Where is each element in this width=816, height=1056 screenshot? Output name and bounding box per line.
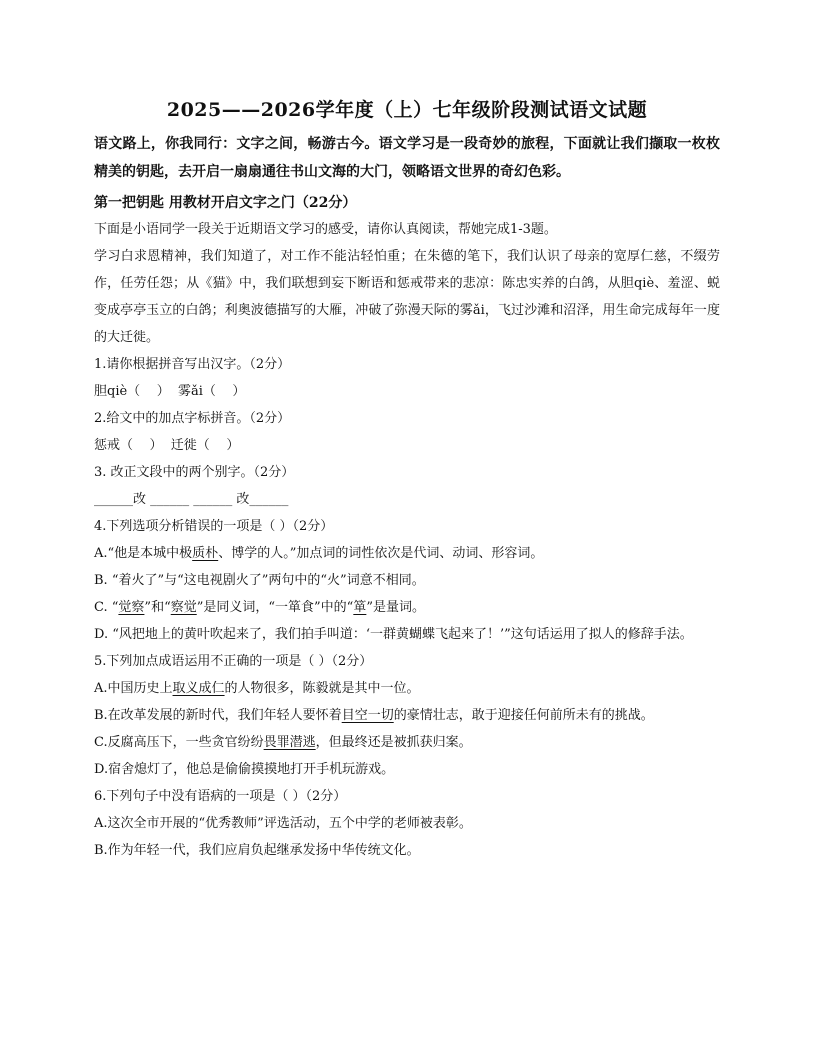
question-5-option-d: D.宿舍熄灯了，他总是偷偷摸摸地打开手机玩游戏。 (94, 762, 395, 777)
question-5-option-c (94, 729, 720, 756)
dotted-word: 箪 (353, 600, 367, 615)
dotted-word: 觉察 (118, 600, 145, 615)
question-3-answer-line: ______改 ______ ______ 改______ (94, 492, 289, 507)
dotted-idiom: 畏罪潜逃 (263, 735, 316, 750)
question-4-option-b: B. “着火了”与“这电视剧火了”两句中的“火”词意不相同。 (94, 573, 425, 588)
option-text: A.“他是本城中极 (94, 546, 193, 561)
reading-passage: 学习白求恩精神，我们知道了，对工作不能沾轻怕重；在朱德的笔下，我们认识了母亲的宽厚仁慈，不缀劳作，任劳任怨；从《猫》中，我们联想到妄下断语和惩戒带来的悲凉：陈忠实养的白鸽，从胆qiè、羞涩、蜕变成亭亭玉立的白鸽；利奥波德描写的大雁，冲破了弥漫天际的雾ǎi，飞过沙滩和沼泽，用生命完成每年一度的大迁徙。 (94, 249, 720, 345)
option-text: ，但最终还是被抓获归案。 (315, 735, 472, 750)
question-5-option-a (94, 675, 720, 702)
option-text: C.反腐高压下，一些贪官纷纷 (94, 735, 264, 750)
question-4-stem: 4.下列选项分析错误的一项是（ ）（2分） (94, 519, 334, 534)
question-1-answer-line: 胆qiè（ ） 雾ǎi（ ） (94, 384, 246, 399)
question-4-option-a (94, 540, 720, 567)
question-6-option-b: B.作为年轻一代，我们应肩负起继承发扬中华传统文化。 (94, 843, 420, 858)
option-text: 的豪情壮志，敢于迎接任何前所未有的挑战。 (393, 708, 654, 723)
question-2-stem: 2.给文中的加点字标拼音。（2分） (94, 411, 291, 426)
dotted-word: 质朴 (192, 546, 219, 561)
question-4-option-c (94, 594, 720, 621)
dotted-idiom: 目空一切 (341, 708, 394, 723)
question-5-option-b (94, 702, 720, 729)
section-heading: 第一把钥匙 用教材开启文字之门（22分） (94, 195, 357, 211)
reading-instruction: 下面是小语同学一段关于近期语文学习的感受，请你认真阅读，帮她完成1-3题。 (94, 222, 557, 237)
question-6-option-a: A.这次全市开展的“优秀教师”评选活动，五个中学的老师被表彰。 (94, 816, 472, 831)
intro-paragraph: 语文路上，你我同行：文字之间，畅游古今。语文学习是一段奇妙的旅程，下面就让我们撷取一枚枚精美的钥匙，去开启一扇扇通往书山文海的大门，领略语文世界的奇幻色彩。 (94, 136, 720, 180)
option-text: A.中国历史上 (94, 681, 173, 696)
option-text: 、博学的人。”加点词的词性依次是代词、动词、形容词。 (218, 546, 544, 561)
question-5-stem: 5.下列加点成语运用不正确的一项是（ ）（2分） (94, 654, 373, 669)
dotted-word: 察觉 (170, 600, 197, 615)
exam-page (94, 96, 720, 864)
question-2-answer-line: 惩戒（ ） 迁徙（ ） (94, 438, 240, 453)
question-3-stem: 3. 改正文段中的两个别字。（2分） (94, 465, 295, 480)
option-text: 的人物很多，陈毅就是其中一位。 (224, 681, 420, 696)
exam-title: 2025——2026学年度（上）七年级阶段测试语文试题 (166, 99, 648, 121)
question-4-option-d: D. “风把地上的黄叶吹起来了，我们拍手叫道：‘一群黄蝴蝶飞起来了！’”这句话运用了拟人的修辞手法。 (94, 627, 693, 642)
option-text: C. “ (94, 600, 119, 615)
option-text: ”和“ (144, 600, 171, 615)
option-text: ”是量词。 (366, 600, 425, 615)
question-6-stem: 6.下列句子中没有语病的一项是（ ）（2分） (94, 789, 347, 804)
option-text: ”是同义词，“一箪食”中的“ (196, 600, 354, 615)
question-1-stem: 1.请你根据拼音写出汉字。（2分） (94, 357, 291, 372)
option-text: B.在改革发展的新时代，我们年轻人要怀着 (94, 708, 342, 723)
dotted-idiom: 取义成仁 (172, 681, 225, 696)
